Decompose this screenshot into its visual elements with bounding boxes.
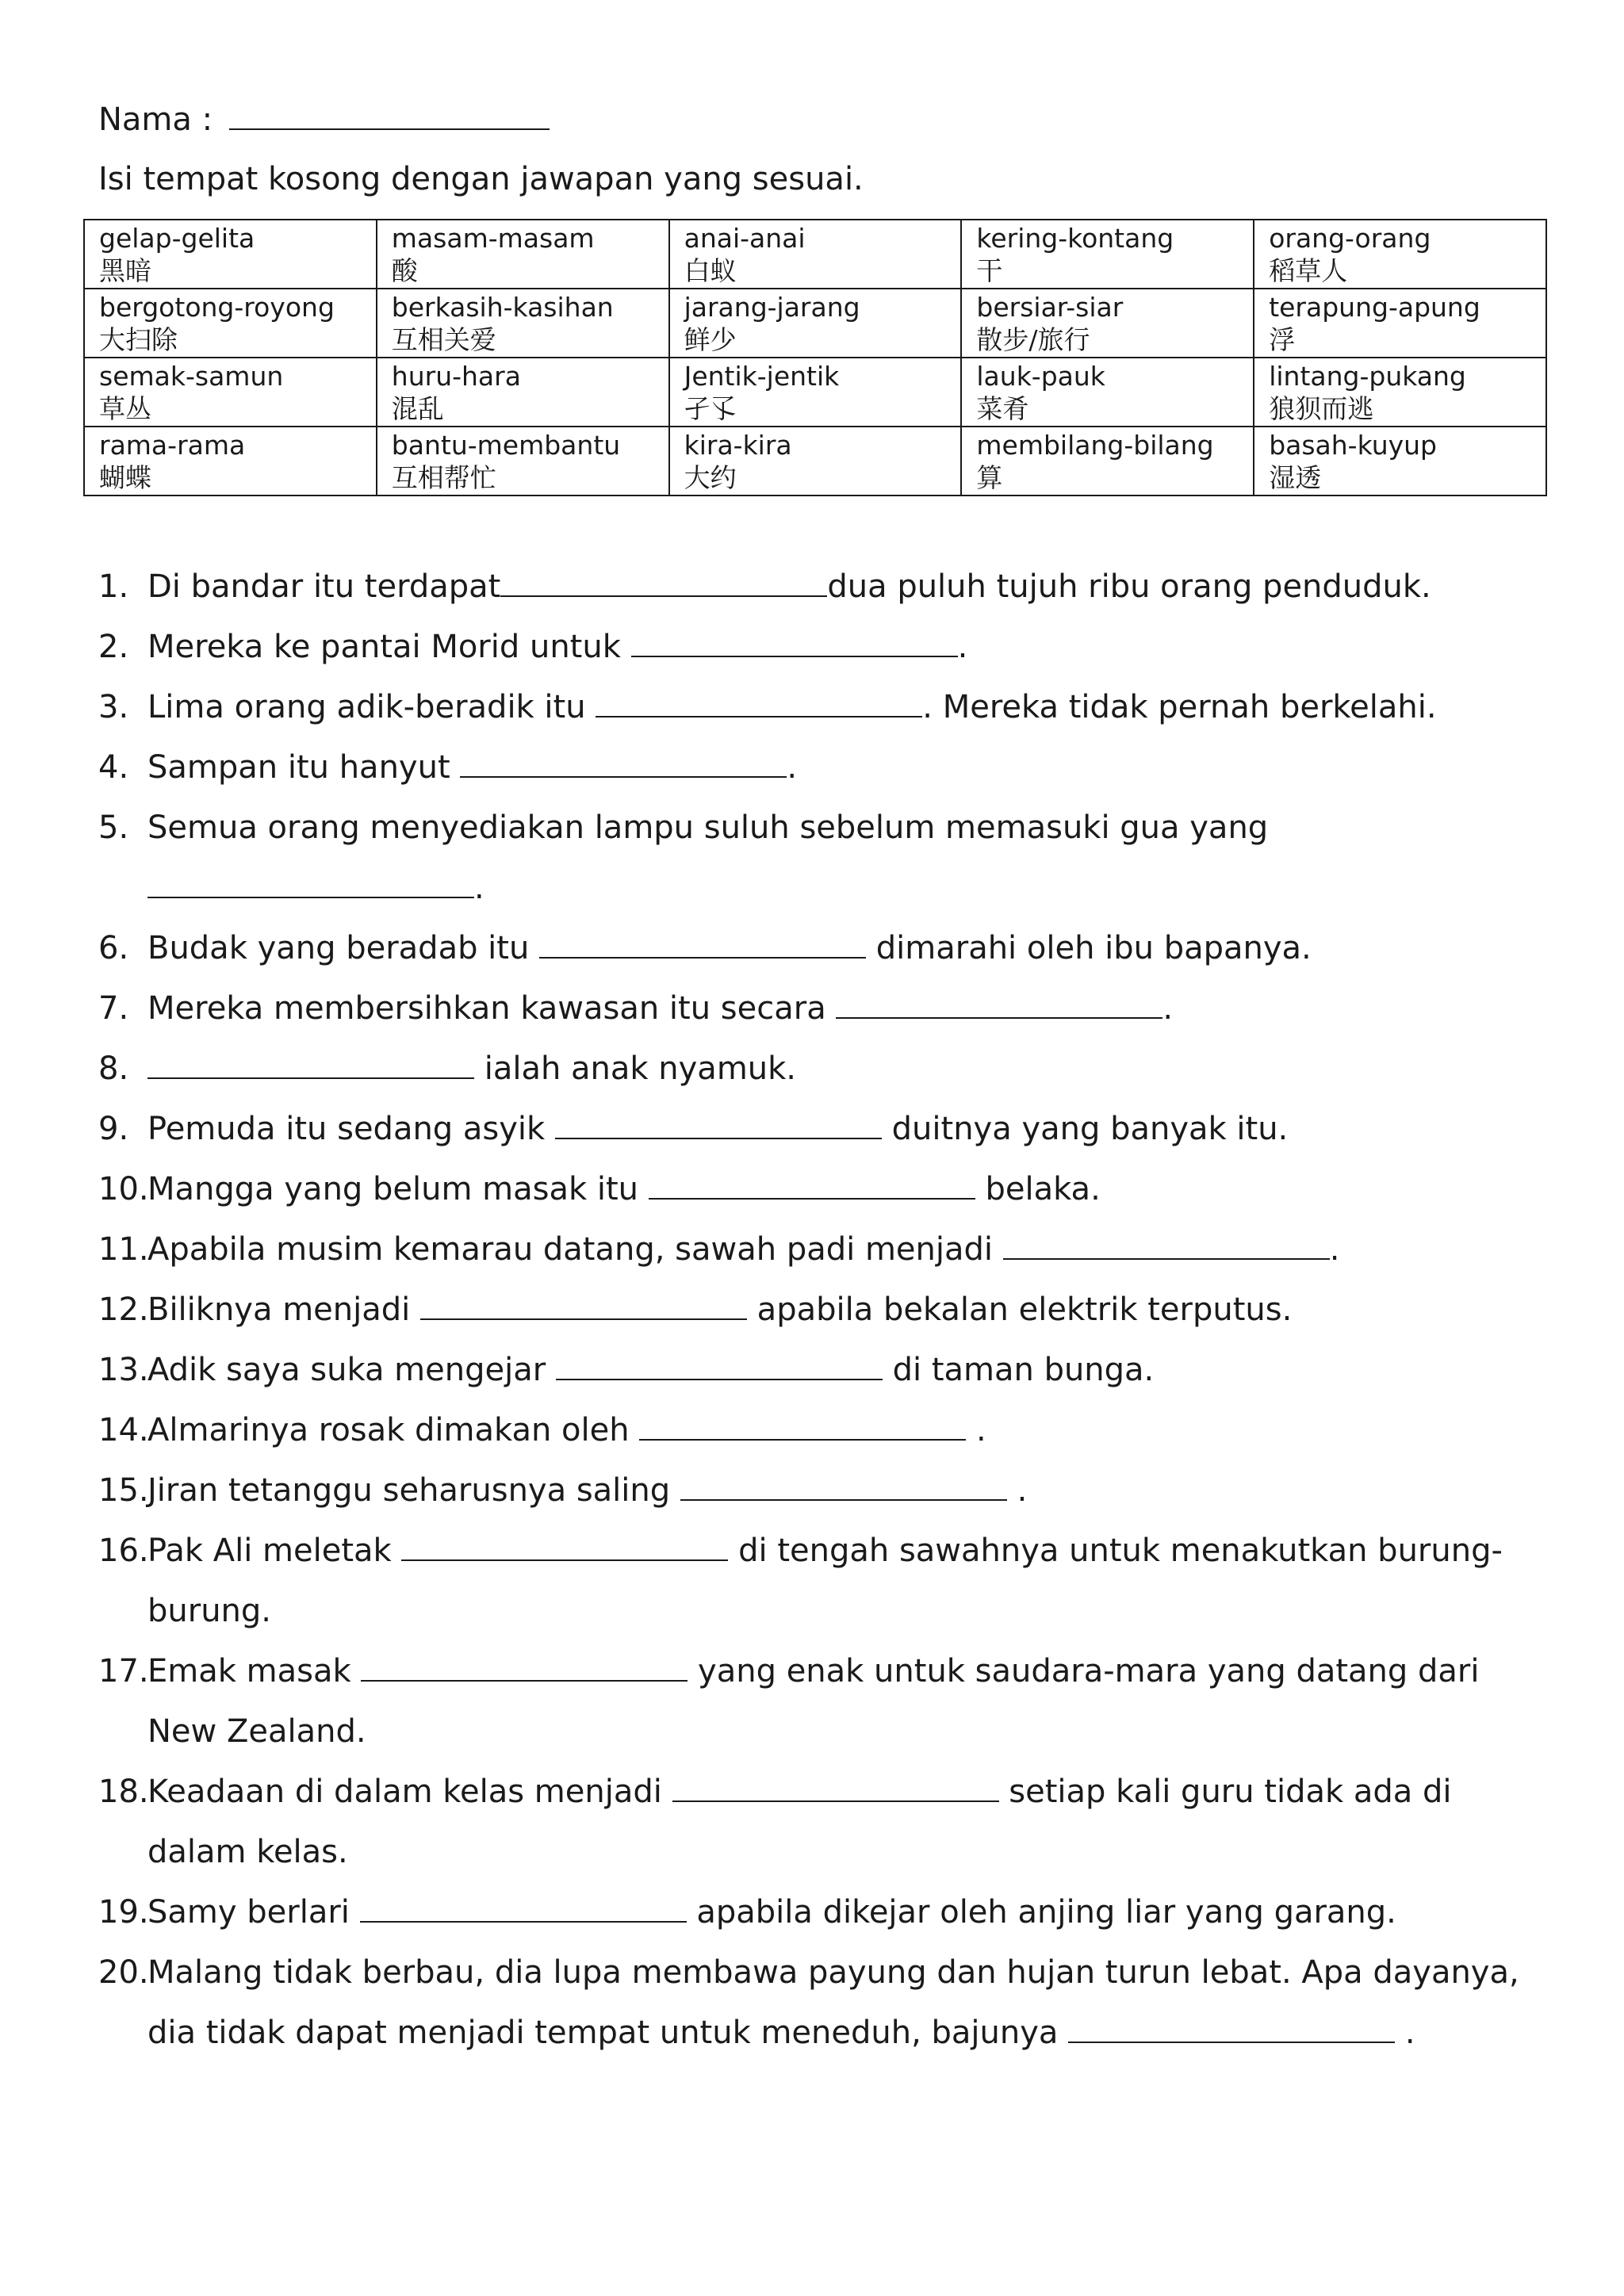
vocab-word: gelap-gelita <box>99 222 255 254</box>
question-text-before: Di bandar itu terdapat <box>147 568 501 605</box>
vocab-meaning: 湿透 <box>1269 461 1322 493</box>
question-number: 1. <box>98 568 129 605</box>
question-item <box>98 617 1526 677</box>
vocab-cell <box>961 358 1254 427</box>
vocab-word: kering-kontang <box>976 222 1174 254</box>
question-number: 14. <box>98 1412 149 1448</box>
question-number: 15. <box>98 1472 149 1509</box>
vocab-meaning: 草丛 <box>99 392 151 424</box>
question-text-after: . <box>787 749 798 786</box>
question-text-before: Budak yang beradab itu <box>147 930 540 966</box>
question-number: 6. <box>98 930 129 966</box>
question-text-before: Mangga yang belum masak itu <box>147 1171 649 1207</box>
vocab-cell <box>377 427 669 496</box>
question-text-before: Keadaan di dalam kelas menjadi <box>147 1774 672 1810</box>
vocab-cell <box>669 220 962 289</box>
vocab-cell <box>669 289 962 358</box>
answer-blank[interactable] <box>672 1766 999 1802</box>
answer-blank[interactable] <box>649 1163 975 1200</box>
vocab-cell <box>1254 427 1546 496</box>
vocab-word: membilang-bilang <box>976 429 1214 461</box>
answer-blank[interactable] <box>361 1645 688 1682</box>
answer-blank[interactable] <box>596 681 922 718</box>
question-text-before: Mereka membersihkan kawasan itu secara <box>147 990 837 1027</box>
vocab-meaning: 蝴蝶 <box>99 461 151 493</box>
question-number: 12. <box>98 1292 149 1328</box>
vocab-cell <box>84 220 377 289</box>
question-item <box>98 1280 1526 1340</box>
question-number: 4. <box>98 749 129 786</box>
question-text-after: di taman bunga. <box>882 1352 1155 1388</box>
answer-blank[interactable] <box>147 1043 474 1079</box>
question-item <box>98 1340 1526 1400</box>
question-text-after: dua puluh tujuh ribu orang penduduk. <box>827 568 1431 605</box>
vocab-meaning: 黑暗 <box>99 254 151 286</box>
question-text-after: . <box>966 1412 986 1448</box>
question-item <box>98 1641 1526 1762</box>
question-number: 8. <box>98 1050 129 1087</box>
vocab-cell <box>961 220 1254 289</box>
question-text-before: Pak Ali meletak <box>147 1533 402 1569</box>
question-text-before: Emak masak <box>147 1653 362 1689</box>
vocab-word: basah-kuyup <box>1269 429 1437 461</box>
question-item <box>98 1400 1526 1460</box>
vocab-row <box>84 427 1546 496</box>
question-number: 20. <box>98 1954 149 1991</box>
answer-blank[interactable] <box>401 1525 728 1561</box>
answer-blank[interactable] <box>639 1404 966 1441</box>
question-item <box>98 557 1526 617</box>
vocab-cell <box>1254 358 1546 427</box>
name-line <box>98 97 550 142</box>
question-item <box>98 1460 1526 1521</box>
vocab-word: masam-masam <box>391 222 595 254</box>
question-text-after: . Mereka tidak pernah berkelahi. <box>922 689 1437 725</box>
question-text-after: . <box>1395 2015 1415 2051</box>
question-text-after: . <box>1006 1472 1028 1509</box>
question-text-after: . <box>957 629 968 665</box>
question-number: 2. <box>98 629 129 665</box>
question-text-before: Pemuda itu sedang asyik <box>147 1111 555 1147</box>
question-item <box>98 1039 1526 1099</box>
question-number: 9. <box>98 1111 129 1147</box>
question-text-after: yang enak untuk saudara-mara yang datang dari New Zealand. <box>147 1653 1480 1750</box>
vocabulary-table <box>83 219 1547 496</box>
question-number: 3. <box>98 689 129 725</box>
question-text-after: belaka. <box>975 1171 1101 1207</box>
question-number: 17. <box>98 1653 149 1689</box>
vocab-meaning: 大扫除 <box>99 323 178 355</box>
vocab-meaning: 狼狈而逃 <box>1269 392 1374 424</box>
answer-blank[interactable] <box>836 982 1162 1019</box>
vocab-word: anai-anai <box>684 222 806 254</box>
question-text-before: Apabila musim kemarau datang, sawah padi menjadi <box>147 1231 1003 1268</box>
question-text-after: apabila dikejar oleh anjing liar yang garang. <box>686 1894 1396 1931</box>
answer-blank[interactable] <box>631 621 958 657</box>
question-item <box>98 1159 1526 1219</box>
vocab-cell <box>961 289 1254 358</box>
answer-blank[interactable] <box>500 561 827 597</box>
vocab-cell <box>84 358 377 427</box>
answer-blank[interactable] <box>460 741 787 778</box>
question-text-before: Sampan itu hanyut <box>147 749 461 786</box>
question-text-before: Samy berlari <box>147 1894 360 1931</box>
vocab-cell <box>377 289 669 358</box>
vocab-word: lintang-pukang <box>1269 360 1466 392</box>
vocab-row <box>84 358 1546 427</box>
answer-blank[interactable] <box>420 1284 747 1320</box>
vocab-word: bantu-membantu <box>391 429 621 461</box>
question-text-before: Semua orang menyediakan lampu suluh sebelum memasuki gua yang <box>147 809 1269 846</box>
question-text-before: Malang tidak berbau, dia lupa membawa payung dan hujan turun lebat. Apa dayanya, dia tidak dapat menjadi tempat untuk meneduh, bajunya <box>147 1954 1519 2051</box>
vocab-cell <box>84 289 377 358</box>
question-number: 13. <box>98 1352 149 1388</box>
vocab-word: rama-rama <box>99 429 246 461</box>
vocab-word: huru-hara <box>391 360 521 392</box>
question-item <box>98 1942 1526 2063</box>
question-text-before: Mereka ke pantai Morid untuk <box>147 629 631 665</box>
question-text-before: Adik saya suka mengejar <box>147 1352 556 1388</box>
question-number: 5. <box>98 809 129 846</box>
question-item <box>98 798 1526 918</box>
question-item <box>98 978 1526 1039</box>
question-text-after: dimarahi oleh ibu bapanya. <box>866 930 1312 966</box>
question-text-before: Biliknya menjadi <box>147 1292 420 1328</box>
instruction-text: Isi tempat kosong dengan jawapan yang sesuai. <box>98 161 864 197</box>
vocab-meaning: 孑孓 <box>684 392 737 424</box>
question-item <box>98 677 1526 737</box>
vocab-word: berkasih-kasihan <box>391 291 614 323</box>
vocab-meaning: 算 <box>976 461 1003 493</box>
vocab-word: kira-kira <box>684 429 792 461</box>
vocab-cell <box>377 220 669 289</box>
question-item <box>98 1099 1526 1159</box>
question-number: 16. <box>98 1533 149 1569</box>
question-text-after: setiap kali guru tidak ada di dalam kelas. <box>147 1774 1452 1870</box>
answer-blank[interactable] <box>680 1464 1007 1501</box>
vocab-cell <box>377 358 669 427</box>
question-text-after: apabila bekalan elektrik terputus. <box>746 1292 1293 1328</box>
question-text-after: . <box>474 870 485 906</box>
vocab-meaning: 菜肴 <box>976 392 1029 424</box>
question-item <box>98 918 1526 978</box>
answer-blank[interactable] <box>1068 2007 1395 2043</box>
question-number: 18. <box>98 1774 149 1810</box>
name-blank[interactable] <box>229 97 550 130</box>
vocab-meaning: 互相帮忙 <box>391 461 496 493</box>
question-item <box>98 1521 1526 1641</box>
answer-blank[interactable] <box>539 922 866 959</box>
vocab-cell <box>669 358 962 427</box>
name-label: Nama : <box>98 101 213 138</box>
vocab-word: terapung-apung <box>1269 291 1480 323</box>
question-number: 11. <box>98 1231 149 1268</box>
question-item <box>98 1762 1526 1882</box>
vocab-meaning: 白蚁 <box>684 254 737 286</box>
vocab-word: semak-samun <box>99 360 284 392</box>
question-text-before: Lima orang adik-beradik itu <box>147 689 596 725</box>
question-text-after: ialah anak nyamuk. <box>474 1050 797 1087</box>
question-text-before: Jiran tetanggu seharusnya saling <box>147 1472 680 1509</box>
vocab-cell <box>84 427 377 496</box>
vocab-word: bersiar-siar <box>976 291 1124 323</box>
question-text-after: . <box>1162 990 1174 1027</box>
answer-blank[interactable] <box>555 1103 882 1139</box>
vocab-cell <box>961 427 1254 496</box>
question-number: 7. <box>98 990 129 1027</box>
vocab-row <box>84 289 1546 358</box>
answer-blank[interactable] <box>556 1344 883 1380</box>
question-text-after: di tengah sawahnya untuk menakutkan burung-burung. <box>147 1533 1503 1629</box>
vocab-meaning: 干 <box>976 254 1003 286</box>
question-text-after: duitnya yang banyak itu. <box>881 1111 1289 1147</box>
vocab-meaning: 酸 <box>391 254 418 286</box>
vocab-cell <box>1254 289 1546 358</box>
vocab-meaning: 散步/旅行 <box>976 323 1090 355</box>
answer-blank[interactable] <box>1003 1223 1330 1260</box>
vocab-row <box>84 220 1546 289</box>
question-item <box>98 737 1526 798</box>
vocab-meaning: 鲜少 <box>684 323 737 355</box>
answer-blank[interactable] <box>147 862 474 898</box>
question-number: 19. <box>98 1894 149 1931</box>
question-item <box>98 1219 1526 1280</box>
answer-blank[interactable] <box>360 1886 687 1923</box>
vocab-meaning: 浮 <box>1269 323 1296 355</box>
vocab-meaning: 大约 <box>684 461 737 493</box>
vocab-word: jarang-jarang <box>684 291 860 323</box>
vocab-word: Jentik-jentik <box>684 360 840 392</box>
vocab-meaning: 互相关爱 <box>391 323 496 355</box>
vocab-word: orang-orang <box>1269 222 1431 254</box>
vocab-cell <box>669 427 962 496</box>
question-item <box>98 1882 1526 1942</box>
question-text-before: Almarinya rosak dimakan oleh <box>147 1412 640 1448</box>
vocab-word: bergotong-royong <box>99 291 335 323</box>
vocab-meaning: 混乱 <box>391 392 444 424</box>
question-number: 10. <box>98 1171 149 1207</box>
vocab-meaning: 稻草人 <box>1269 254 1348 286</box>
question-list <box>98 557 1526 2063</box>
vocab-word: lauk-pauk <box>976 360 1105 392</box>
vocab-cell <box>1254 220 1546 289</box>
question-text-after: . <box>1329 1231 1340 1268</box>
